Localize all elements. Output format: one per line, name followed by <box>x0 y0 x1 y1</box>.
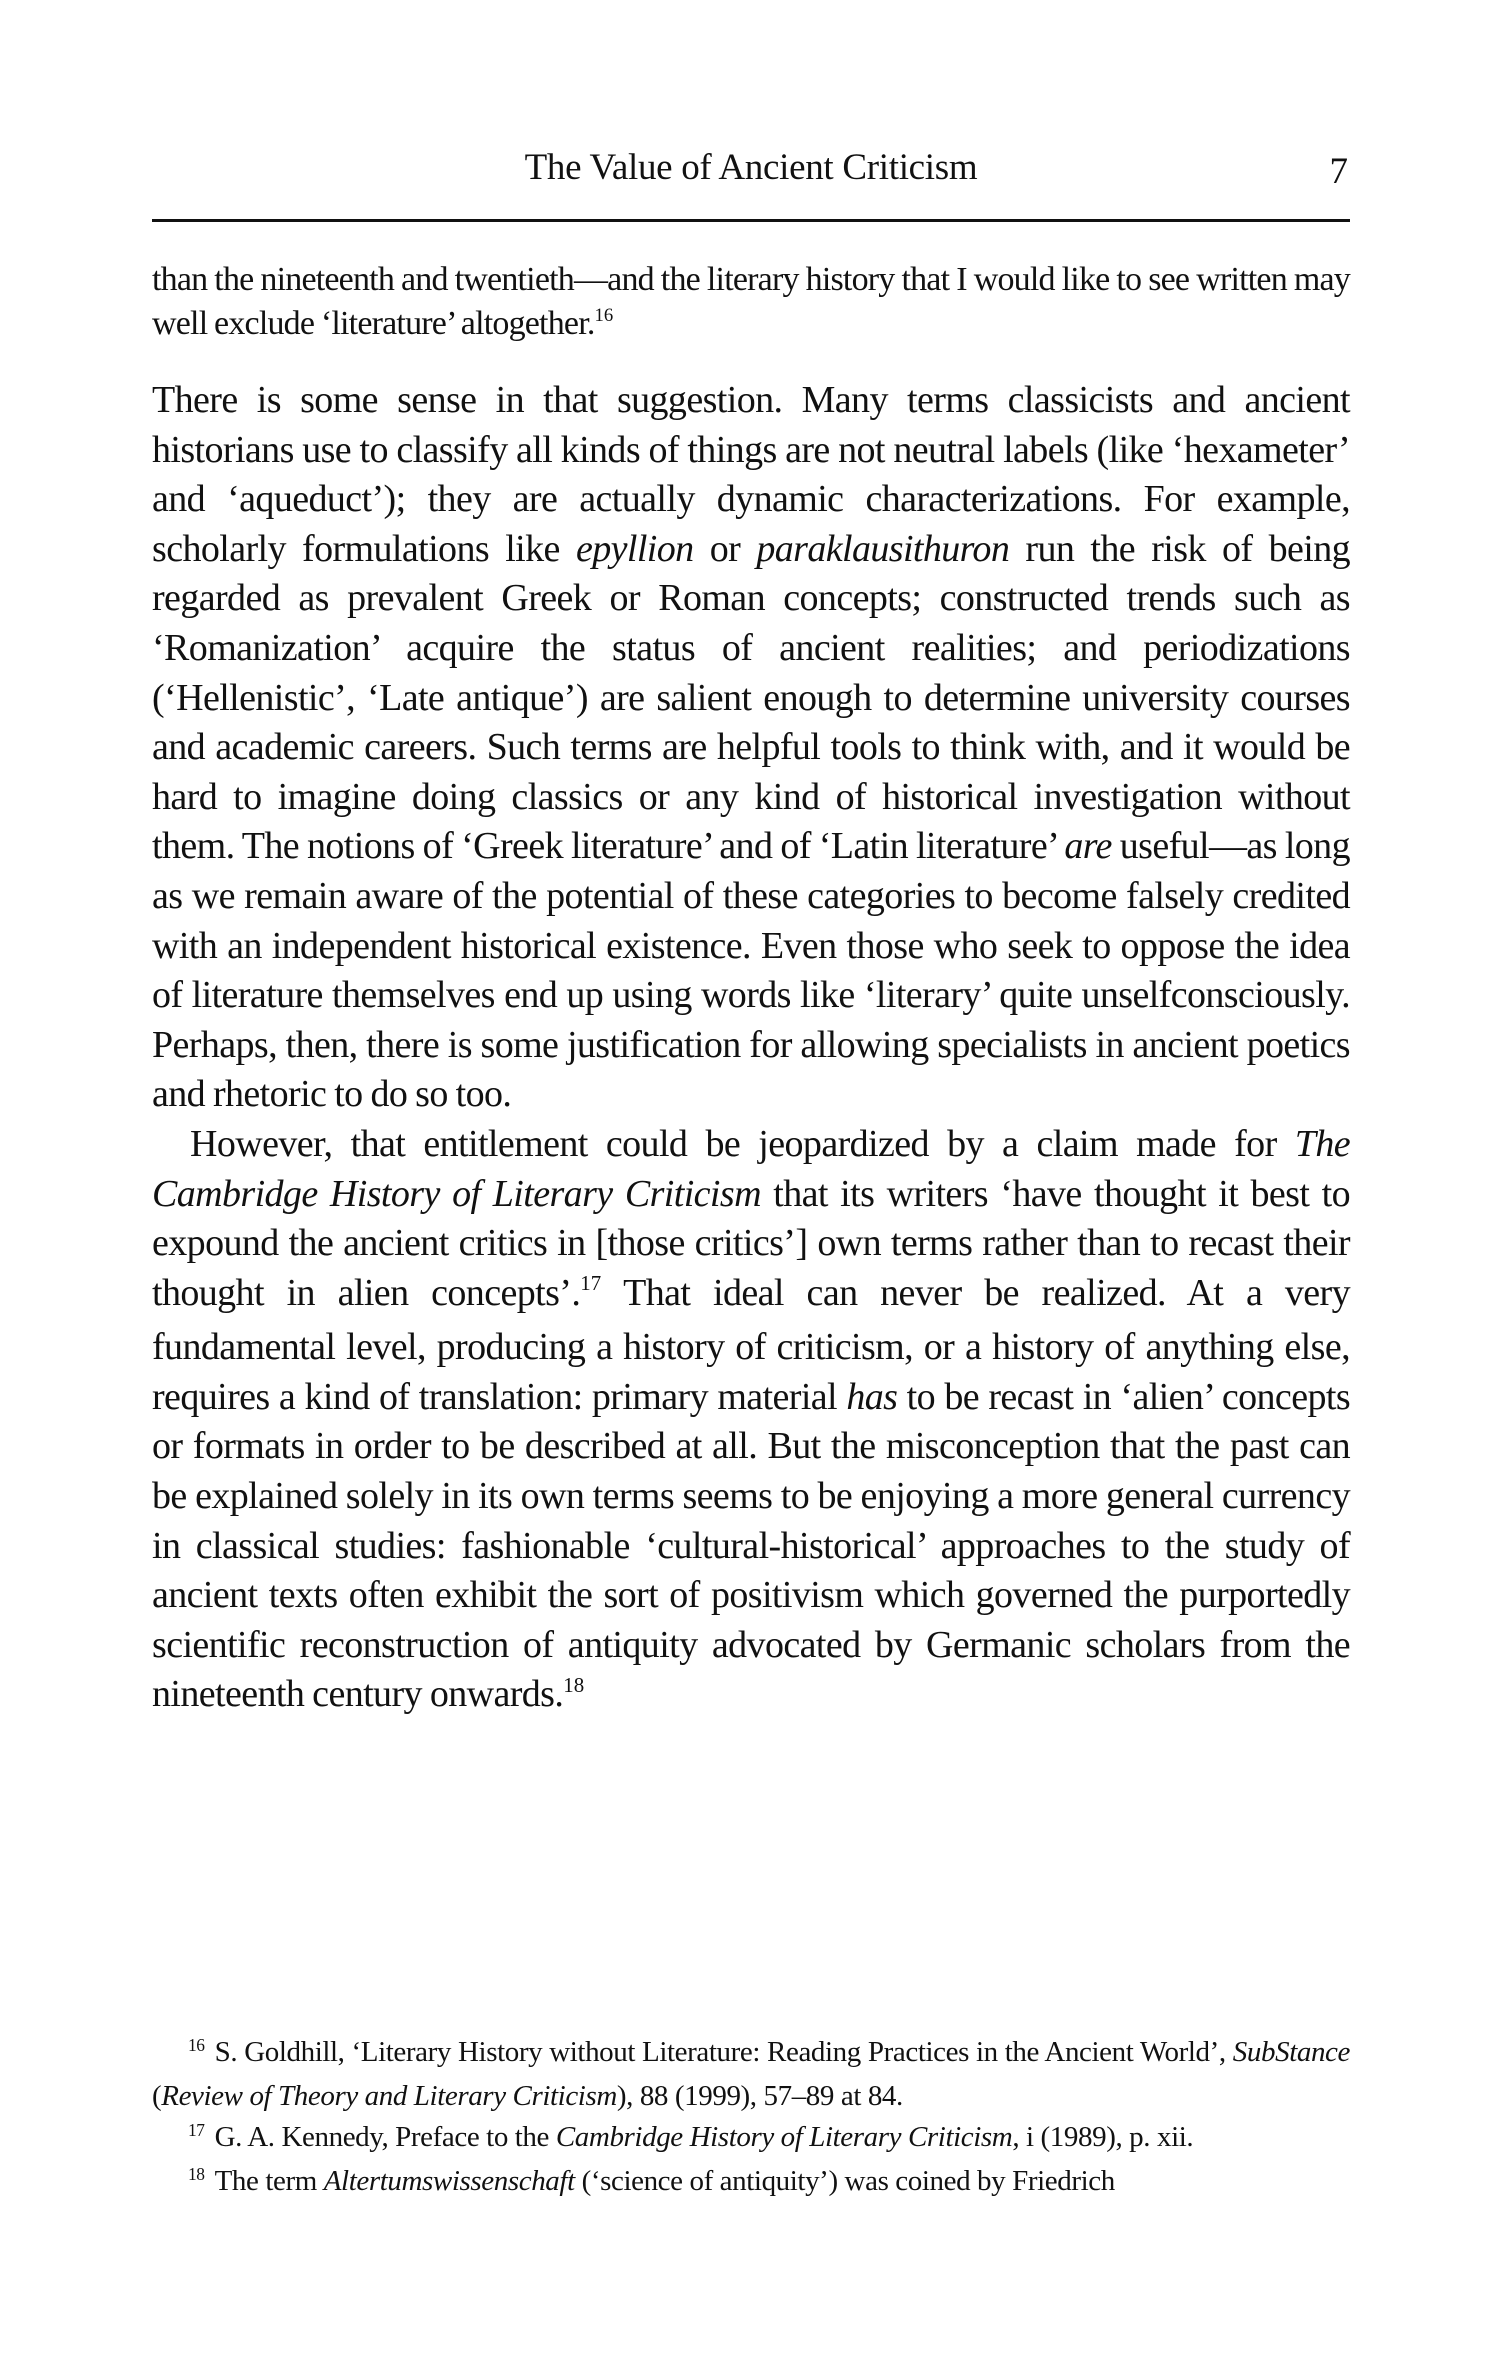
paragraph-text <box>152 258 1350 351</box>
text-run: or <box>693 527 757 570</box>
running-title: The Value of Ancient Criticism <box>524 147 978 188</box>
paragraph-text-run: than the nineteenth and twentieth—and the literary history that I would like to see written may well exclude ‘literature’ altogether. <box>152 261 1350 342</box>
footnote-reference[interactable]: 18 <box>563 1672 585 1697</box>
text-run: The term <box>214 2165 324 2197</box>
footnote <box>152 2161 1350 2205</box>
footnote-reference[interactable]: 16 <box>594 304 614 326</box>
footnote-reference[interactable]: 17 <box>580 1271 602 1296</box>
text-run: to be recast in ‘alien’ concepts or formats in order to be described at all. But the misconception that the past can be explained solely in its own terms seems to be enjoying a more general currency in classical studies: fashionable ‘cultural-historical’ approaches to the study of ancient texts often exhibit the sort of positivism which governed the purportedly scientific reconstruction of antiquity advocated by Germanic scholars from the nineteenth century onwards. <box>152 1375 1351 1716</box>
continued-paragraph <box>152 258 1350 351</box>
paragraph <box>152 1120 1350 1725</box>
text-run: There is some sense in that suggestion. Many terms classicists and ancient historians use to classify all kinds of things are not neutral labels (like ‘hexameter’ and ‘aqueduct’); they are actually dynamic characterizations. For example, scholarly formulations like <box>152 379 1350 570</box>
italic-text: are <box>1064 825 1112 868</box>
italic-text: SubStance <box>1232 2036 1350 2068</box>
footnote-number: 18 <box>188 2163 205 2184</box>
text-run: S. Goldhill, ‘Literary History without Literature: Reading Practices in the Ancient World’, <box>214 2036 1233 2068</box>
italic-text: The Cambridge History of Literary Criticism <box>152 1122 1350 1215</box>
footnote <box>152 2032 1350 2117</box>
header-rule <box>152 219 1350 222</box>
running-head <box>152 147 1350 192</box>
text-run: However, that entitlement could be jeopardized by a claim made for <box>190 1122 1295 1165</box>
italic-text: Review of Theory and Literary Criticism <box>161 2080 617 2112</box>
text-run: G. A. Kennedy, Preface to the <box>214 2121 556 2153</box>
paragraph <box>152 376 1350 1120</box>
text-run: run the risk of being regarded as prevalent Greek or Roman concepts; constructed trends such as ‘Romanization’ acquire the status of ancient realities; and periodizations (‘Hellenistic’, ‘Late antique’) are salient enough to determine university courses and academic careers. Such terms are helpful tools to think with, and it would be hard to imagine doing classics or any kind of historical investigation without them. The notions of ‘Greek literature’ and of ‘Latin literature’ <box>152 527 1350 868</box>
italic-text: Altertumswissenschaft <box>323 2165 575 2197</box>
text-run: useful—as long as we remain aware of the potential of these categories to become falsely credited with an independent historical existence. Even those who seek to oppose the idea of literature themselves end up using words like ‘literary’ quite unselfconsciously. Perhaps, then, there is some justification for allowing specialists in ancient poetics and rhetoric to do so too. <box>152 825 1350 1116</box>
text-run: ( <box>152 2080 162 2112</box>
footnote-number: 16 <box>188 2034 205 2055</box>
footnote-number: 17 <box>188 2119 205 2140</box>
text-run: (‘science of antiquity’) was coined by Friedrich <box>574 2165 1115 2197</box>
text-run: That ideal can never be realized. At a very fundamental level, producing a history of criticism, or a history of anything else, requires a kind of translation: primary material <box>152 1271 1350 1418</box>
italic-text: Cambridge History of Literary Criticism <box>555 2121 1013 2153</box>
italic-text: has <box>846 1375 898 1418</box>
text-run: , i (1989), p. xii. <box>1012 2121 1194 2153</box>
text-run: ), 88 (1999), 57–89 at 84. <box>616 2080 903 2112</box>
italic-text: paraklausithuron <box>756 527 1010 570</box>
italic-text: epyllion <box>575 527 694 570</box>
footnote <box>152 2117 1350 2161</box>
page-number: 7 <box>1329 151 1348 192</box>
footnotes <box>152 2032 1350 2205</box>
text-run: that its writers ‘have thought it best to expound the ancient critics in [those critics’] own terms rather than to recast their thought in alien concepts’. <box>152 1172 1350 1314</box>
main-text <box>152 376 1350 1725</box>
